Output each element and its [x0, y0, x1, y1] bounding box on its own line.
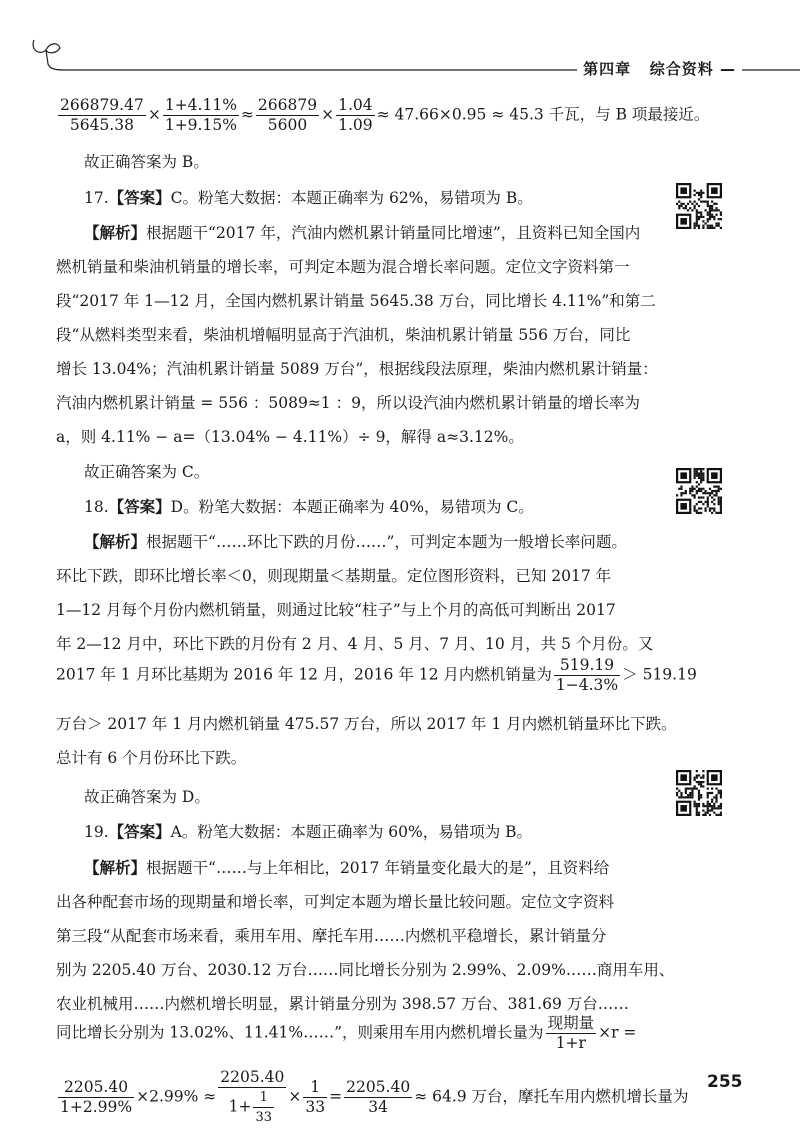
q18-text-line: 1—12 月每个月份内燃机销量，则通过比较“柱子”与上个月的高低可判断出 2017: [56, 601, 616, 619]
fraction: $\frac{2205.40}{34}$: [346, 1078, 411, 1116]
qr-code-icon[interactable]: [676, 770, 722, 816]
q18-analysis-line: 【解析】根据题干“……环比下跌的月份……”，可判定本题为一般增长率问题。: [84, 533, 627, 551]
fraction: $\frac{1+4.11\%}{1+9.15\%}$: [164, 96, 237, 134]
q18-text-line: 年 2—12 月中，环比下跌的月份有 2 月、4 月、5 月、7 月、10 月，共 5 个月份。又: [56, 635, 654, 653]
q17-text-line: 增长 13.04%；汽油机累计销量 5089 万台”，根据线段法原理，柴油内燃机累计销量：: [56, 360, 658, 378]
q19-text-line: 出各种配套市场的现期量和增长率，可判定本题为增长量比较问题。定位文字资料: [56, 893, 615, 911]
q18-formula-line: 2017 年 1 月环比基期为 2016 年 12 月，2016 年 12 月内燃机销量为 $\frac{519.19}{1-4.3\%}$ ＞ 519.19: [56, 656, 697, 694]
q19-text-line: 农业机械用……内燃机增长明显，累计销量分别为 398.57 万台、381.69 万台……: [56, 995, 629, 1013]
fraction: $\frac{266879}{5600}$: [257, 96, 318, 134]
q19-formula-line: 同比增长分别为 13.02%、11.41%……”，则乘用车用内燃机增长量为 $\frac{\text{现期量}}{1+r}$ ×r =: [56, 1014, 637, 1052]
q17-conclusion: 故正确答案为 C。: [84, 463, 210, 481]
q18-conclusion: 故正确答案为 D。: [84, 788, 210, 806]
formula-line: $\frac{266879.47}{5645.38}$ × $\frac{1+4.11\%}{1+9.15\%}$ ≈ $\frac{266879}{5600}$ × $\frac{1.04}{1.09}$ ≈ 47.66×0.95 ≈ 45.3 千瓦，与 B 项最接近。: [60, 96, 710, 134]
fraction: $\frac{\text{现期量}}{1+r}$: [547, 1014, 595, 1052]
q18-text-line: 环比下跌，即环比增长率＜0，则现期量＜基期量。定位图形资料，已知 2017 年: [56, 567, 612, 585]
chapter-title: 综合资料: [649, 60, 714, 78]
q19-answer-line: 19.【答案】A。粉笔大数据：本题正确率为 60%，易错项为 B。: [84, 823, 533, 841]
formula-result: ≈ 47.66×0.95 ≈ 45.3 千瓦，与 B 项最接近。: [376, 105, 710, 124]
qr-code-icon[interactable]: [676, 183, 722, 229]
fraction: 2205.40 1+ $\frac{1}{33}$: [220, 1068, 285, 1125]
fraction: $\frac{266879.47}{5645.38}$: [60, 96, 144, 134]
nested-fraction: $\frac{1}{33}$: [255, 1090, 272, 1125]
q19-formula-line: $\frac{2205.40}{1+2.99\%}$ ×2.99% ≈ 2205.40 1+ $\frac{1}{33}$ × $\frac{1}{33}$ = $\frac{2205.40}{34}$ ≈ 64.9 万台，摩托车用内燃机增长量为: [60, 1068, 689, 1125]
page-header: [28, 36, 800, 76]
fraction: $\frac{1}{33}$: [305, 1078, 326, 1116]
q17-text-line: 汽油内燃机累计销量 = 556 ：5089≈1 ：9，所以设汽油内燃机累计销量的增长率为: [56, 394, 640, 412]
q18-text-line: 总计有 6 个月份环比下跌。: [56, 749, 247, 767]
q19-text-line: 别为 2205.40 万台、2030.12 万台……同比增长分别为 2.99%、2.09%……商用车用、: [56, 961, 675, 979]
q19-text-line: 第三段“从配套市场来看，乘用车用、摩托车用……内燃机平稳增长，累计销量分: [56, 927, 607, 945]
q18-text-line: 万台＞ 2017 年 1 月内燃机销量 475.57 万台，所以 2017 年 1 月内燃机销量环比下跌。: [56, 715, 677, 733]
qr-code-icon[interactable]: [676, 468, 722, 514]
q17-analysis-line: 【解析】根据题干“2017 年，汽油内燃机累计销量同比增速”，且资料已知全国内: [84, 224, 641, 242]
q17-text-line: 燃机销量和柴油机销量的增长率，可判定本题为混合增长率问题。定位文字资料第一: [56, 258, 630, 276]
fraction: $\frac{1.04}{1.09}$: [338, 96, 373, 134]
fraction: $\frac{2205.40}{1+2.99\%}$: [60, 1078, 133, 1116]
fraction: $\frac{519.19}{1-4.3\%}$: [555, 656, 619, 694]
q18-answer-line: 18.【答案】D。粉笔大数据：本题正确率为 40%，易错项为 C。: [84, 498, 534, 516]
chapter-number: 第四章: [583, 60, 632, 78]
page-number: 255: [707, 1072, 743, 1092]
q17-text-line: 段“从燃料类型来看，柴油机增幅明显高于汽油机，柴油机累计销量 556 万台，同比: [56, 326, 631, 344]
conclusion-text: 故正确答案为 B。: [84, 153, 209, 171]
q17-answer-line: 17.【答案】C。粉笔大数据：本题正确率为 62%，易错项为 B。: [84, 189, 533, 207]
q17-text-line: 段“2017 年 1—12 月，全国内燃机累计销量 5645.38 万台，同比增长 4.11%”和第二: [56, 292, 656, 310]
q17-text-line: a，则 4.11% − a=（13.04% − 4.11%）÷ 9，解得 a≈3.12%。: [56, 428, 524, 446]
chapter-heading: 第四章 综合资料 —: [577, 58, 742, 79]
q19-analysis-line: 【解析】根据题干“……与上年相比，2017 年销量变化最大的是”，且资料给: [84, 859, 610, 877]
